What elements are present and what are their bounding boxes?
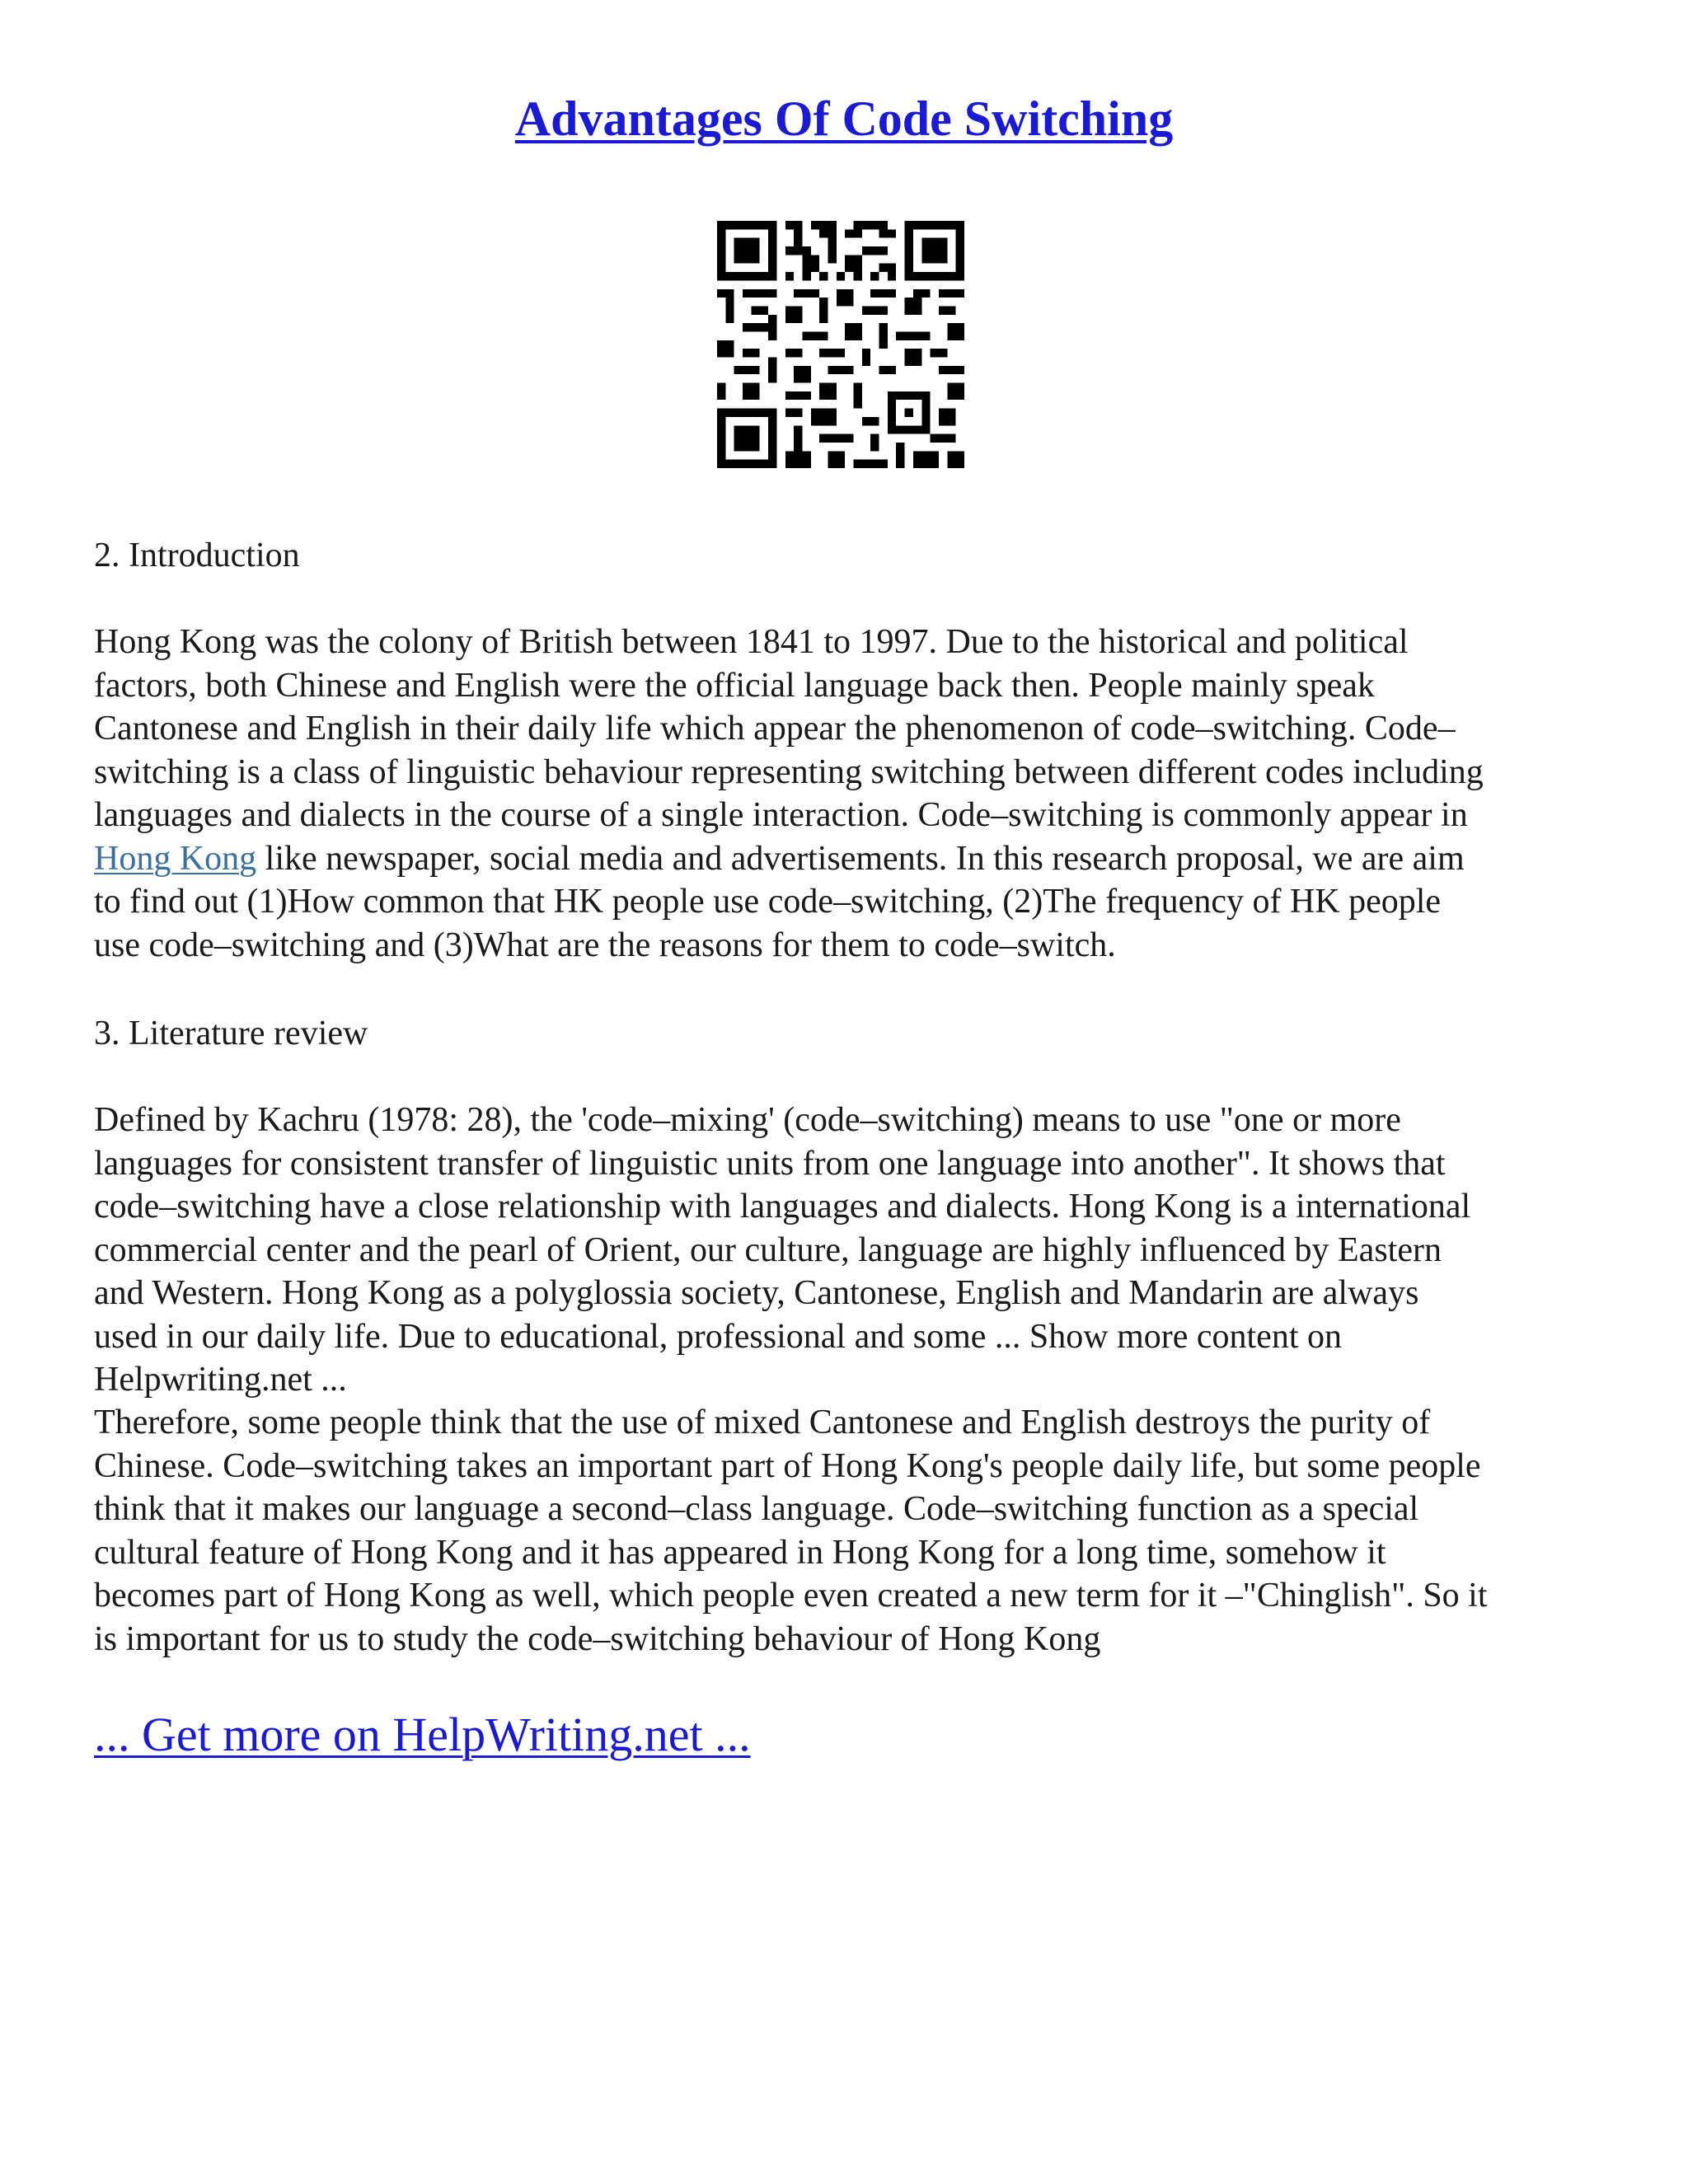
literature-review-paragraph-continued [94, 1401, 1602, 1661]
hong-kong-link[interactable]: Hong Kong [94, 839, 257, 878]
paragraph-line: Hong Kong was the colony of British between 1841 to 1997. Due to the historical and political [94, 623, 1409, 661]
paragraph-line: code–switching have a close relationship with languages and dialects. Hong Kong is a international [94, 1188, 1471, 1226]
get-more-link-container [94, 1706, 751, 1764]
paragraph-line: think that it makes our language a second–class language. Code–switching function as a special [94, 1490, 1419, 1528]
get-more-link[interactable]: ... Get more on HelpWriting.net ... [94, 1708, 751, 1761]
paragraph-line: Defined by Kachru (1978: 28), the 'code–mixing' (code–switching) means to use "one or more [94, 1101, 1401, 1139]
paragraph-line: and Western. Hong Kong as a polyglossia society, Cantonese, English and Mandarin are always [94, 1274, 1419, 1312]
literature-review-paragraph [94, 1099, 1602, 1402]
paragraph-line: languages for consistent transfer of linguistic units from one language into another". It shows that [94, 1144, 1446, 1183]
paragraph-line: Chinese. Code–switching takes an important part of Hong Kong's people daily life, but some people [94, 1446, 1481, 1485]
paragraph-line: is important for us to study the code–switching behaviour of Hong Kong [94, 1619, 1101, 1658]
paragraph-line: Cantonese and English in their daily life which appear the phenomenon of code–switching. Code– [94, 710, 1456, 748]
section-heading-literature-review: 3. Literature review [94, 1015, 368, 1052]
introduction-paragraph [94, 621, 1602, 967]
section-heading-introduction: 2. Introduction [94, 537, 300, 574]
paragraph-line: Therefore, some people think that the use of mixed Cantonese and English destroys the purity of [94, 1404, 1431, 1441]
paragraph-line: use code–switching and (3)What are the reasons for them to code–switch. [94, 926, 1116, 964]
title-link[interactable]: Advantages Of Code Switching [514, 91, 1174, 146]
paragraph-line: used in our daily life. Due to educational, professional and some ... Show more content on [94, 1317, 1342, 1356]
paragraph-line-with-link [94, 837, 1602, 881]
paragraph-line-rest: like newspaper, social media and advertisements. In this research proposal, we are aim [256, 839, 1465, 878]
paragraph-line: cultural feature of Hong Kong and it has appeared in Hong Kong for a long time, somehow it [94, 1533, 1386, 1572]
paragraph-line: factors, both Chinese and English were the official language back then. People mainly speak [94, 666, 1375, 705]
paragraph-line: Helpwriting.net ... [94, 1361, 347, 1399]
paragraph-line: languages and dialects in the course of a single interaction. Code–switching is commonly appear in [94, 796, 1468, 834]
paragraph-line: becomes part of Hong Kong as well, which people even created a new term for it –"Chinglish". So it [94, 1577, 1488, 1615]
paragraph-line: switching is a class of linguistic behaviour representing switching between different codes including [94, 752, 1484, 791]
qr-code-icon [717, 221, 964, 468]
paragraph-line: to find out (1)How common that HK people use code–switching, (2)The frequency of HK people [94, 883, 1442, 921]
paragraph-line: commercial center and the pearl of Orient, our culture, language are highly influenced by Eastern [94, 1230, 1442, 1269]
page-title [0, 89, 1688, 148]
